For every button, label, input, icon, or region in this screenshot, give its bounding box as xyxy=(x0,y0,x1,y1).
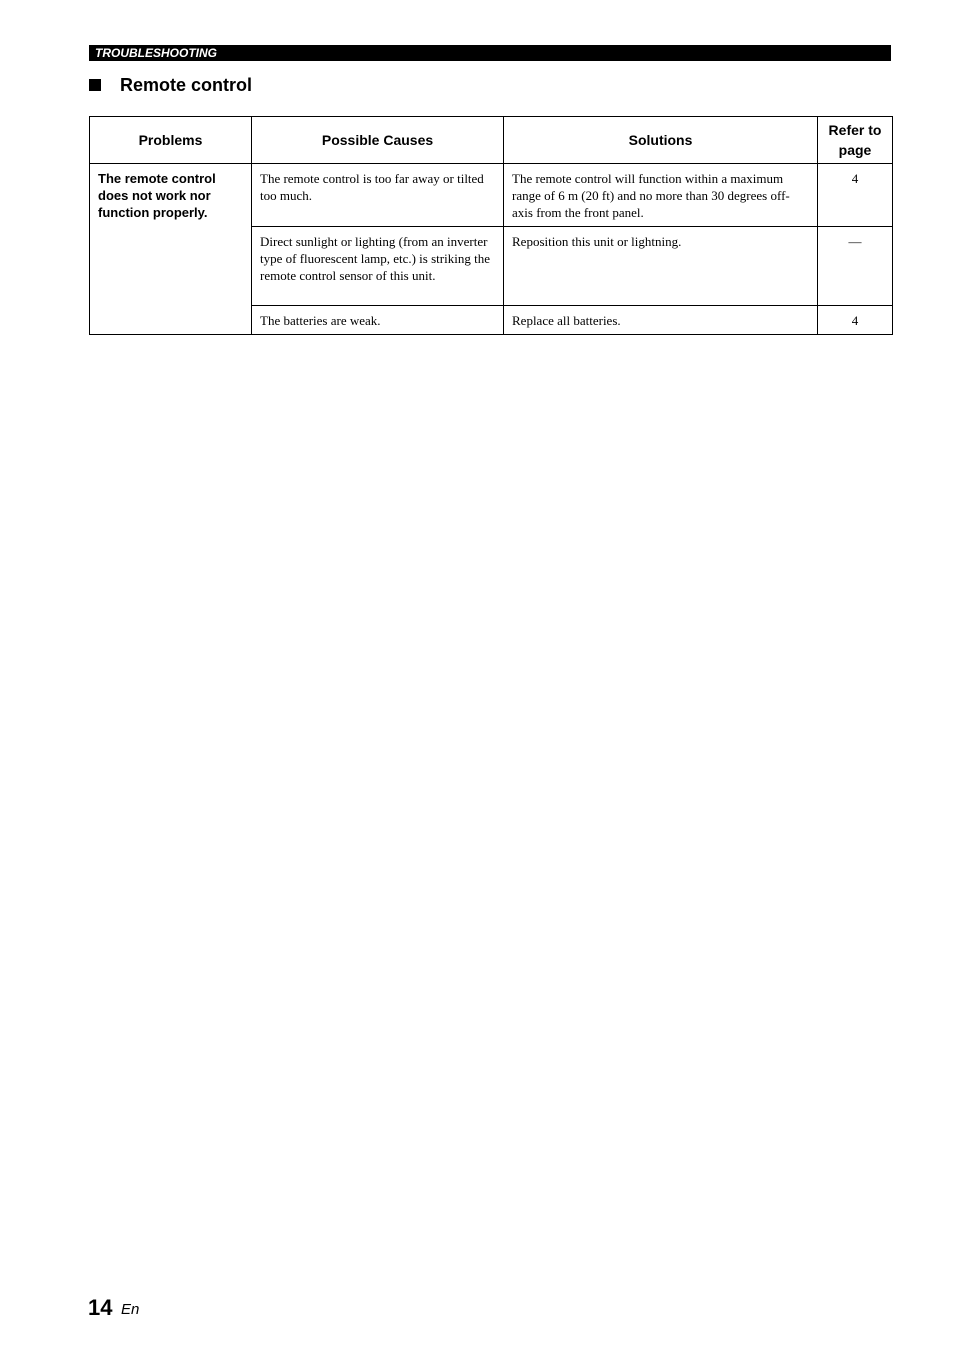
page-number: 14 xyxy=(88,1295,113,1320)
cause-cell: The batteries are weak. xyxy=(252,306,504,335)
square-bullet-icon xyxy=(89,79,101,91)
section-title-text: Remote control xyxy=(120,75,253,95)
section-header-bar xyxy=(89,45,891,61)
section-heading xyxy=(89,73,252,97)
cause-cell: Direct sunlight or lighting (from an inverter type of fluorescent lamp, etc.) is striking the remote control sensor of this unit. xyxy=(252,227,504,306)
section-header-label: TROUBLESHOOTING xyxy=(95,46,217,60)
header-possible-causes: Possible Causes xyxy=(252,117,504,164)
refer-page-cell: — xyxy=(818,227,893,306)
table-header-row xyxy=(90,117,893,164)
solution-cell: Replace all batteries. xyxy=(504,306,818,335)
troubleshooting-table xyxy=(89,116,893,335)
header-refer-to-page: Refer to page xyxy=(818,117,893,164)
solution-cell: Reposition this unit or lightning. xyxy=(504,227,818,306)
header-solutions: Solutions xyxy=(504,117,818,164)
problem-cell: The remote control does not work nor function properly. xyxy=(90,164,252,335)
page-language: En xyxy=(121,1301,140,1318)
solution-cell: The remote control will function within a maximum range of 6 m (20 ft) and no more than 30 degrees off-axis from the front panel. xyxy=(504,164,818,227)
table-row xyxy=(90,164,893,227)
cause-cell: The remote control is too far away or tilted too much. xyxy=(252,164,504,227)
header-problems: Problems xyxy=(90,117,252,164)
refer-page-cell: 4 xyxy=(818,164,893,227)
refer-page-cell: 4 xyxy=(818,306,893,335)
